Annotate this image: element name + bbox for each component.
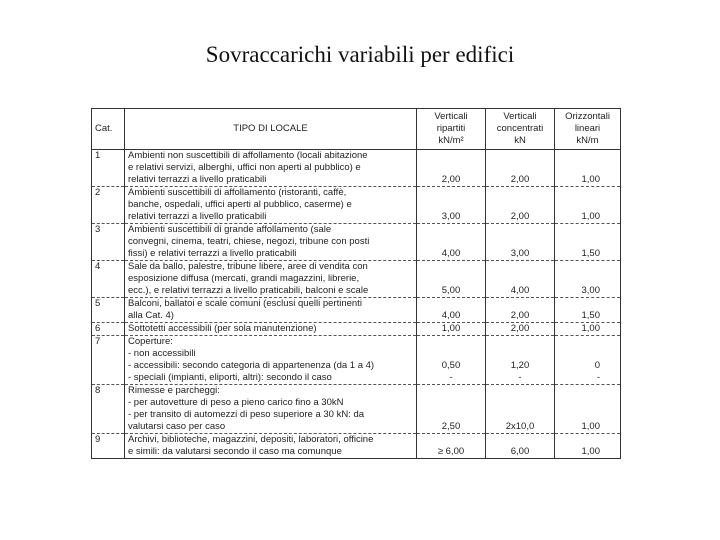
value-horizontal-linear: 1,00	[555, 187, 621, 224]
value-vertical-concentrated: 2,00	[486, 150, 555, 187]
value-vertical-concentrated: 2x10,0	[486, 385, 555, 434]
page-title: Sovraccarichi variabili per edifici	[205, 42, 515, 67]
row-description: Ambienti non suscettibili di affollamento (locali abitazione e relativi servizi, alberghi, uffici non aperti al pubblico) e relativi terrazzi a livello praticabili	[125, 150, 417, 187]
value-vertical-concentrated: 3,00	[486, 224, 555, 261]
value-vertical-distributed: 5,00	[417, 261, 486, 298]
header-type: TIPO DI LOCALE	[125, 109, 417, 150]
table-row	[92, 336, 621, 385]
row-description: Rimesse e parcheggi: - per autovetture di peso a pieno carico fino a 30kN - per transito di automezzi di peso superiore a 30 kN: da valutarsi caso per caso	[125, 385, 417, 434]
table-row	[92, 385, 621, 434]
header-horizontal-linear: Orizzontali lineari kN/m	[555, 109, 621, 150]
value-vertical-concentrated: 4,00	[486, 261, 555, 298]
loads-table	[91, 108, 621, 459]
row-category: 2	[92, 187, 125, 224]
value-horizontal-linear: 1,50	[555, 298, 621, 323]
row-category: 7	[92, 336, 125, 385]
value-vertical-distributed: 3,00	[417, 187, 486, 224]
row-category: 9	[92, 434, 125, 459]
row-category: 8	[92, 385, 125, 434]
value-horizontal-linear: 0 -	[555, 336, 621, 385]
value-vertical-distributed: 1,00	[417, 323, 486, 336]
row-category: 4	[92, 261, 125, 298]
header-cat: Cat.	[92, 109, 125, 150]
table-row	[92, 261, 621, 298]
table-header-row	[92, 109, 621, 150]
value-vertical-distributed: 4,00	[417, 224, 486, 261]
row-category: 6	[92, 323, 125, 336]
row-description: Sottotetti accessibili (per sola manutenzione)	[125, 323, 417, 336]
value-vertical-concentrated: 2,00	[486, 323, 555, 336]
value-vertical-distributed: 0,50 -	[417, 336, 486, 385]
row-category: 5	[92, 298, 125, 323]
header-vertical-distributed: Verticali ripartiti kN/m²	[417, 109, 486, 150]
table-row	[92, 298, 621, 323]
value-vertical-concentrated: 1,20 -	[486, 336, 555, 385]
row-category: 3	[92, 224, 125, 261]
value-horizontal-linear: 1,50	[555, 224, 621, 261]
table-row	[92, 323, 621, 336]
value-horizontal-linear: 1,00	[555, 150, 621, 187]
row-description: Archivi, biblioteche, magazzini, depositi, laboratori, officine e simili: da valutarsi secondo il caso ma comunque	[125, 434, 417, 459]
value-vertical-concentrated: 6,00	[486, 434, 555, 459]
table-row	[92, 224, 621, 261]
row-description: Ambienti suscettibili di affollamento (ristoranti, caffè, banche, ospedali, uffici aperti al pubblico, caserme) e relativi terrazzi a livello praticabili	[125, 187, 417, 224]
value-horizontal-linear: 1,00	[555, 434, 621, 459]
value-horizontal-linear: 3,00	[555, 261, 621, 298]
value-vertical-concentrated: 2,00	[486, 298, 555, 323]
row-category: 1	[92, 150, 125, 187]
row-description: Coperture: - non accessibili - accessibili: secondo categoria di appartenenza (da 1 a 4) - speciali (impianti, eliporti, altri): secondo il caso	[125, 336, 417, 385]
value-horizontal-linear: 1,00	[555, 323, 621, 336]
value-vertical-distributed: 2,00	[417, 150, 486, 187]
row-description: Balconi, ballatoi e scale comuni (esclusi quelli pertinenti alla Cat. 4)	[125, 298, 417, 323]
value-horizontal-linear: 1,00	[555, 385, 621, 434]
table-row	[92, 434, 621, 459]
value-vertical-distributed: 2,50	[417, 385, 486, 434]
value-vertical-distributed: 4,00	[417, 298, 486, 323]
row-description: Sale da ballo, palestre, tribune libere, aree di vendita con esposizione diffusa (mercati, grandi magazzini, librerie, ecc.), e relativi terrazzi a livello praticabili, balconi e scale	[125, 261, 417, 298]
table-row	[92, 150, 621, 187]
value-vertical-concentrated: 2,00	[486, 187, 555, 224]
value-vertical-distributed: ≥ 6,00	[417, 434, 486, 459]
row-description: Ambienti suscettibili di grande affollamento (sale convegni, cinema, teatri, chiese, negozi, tribune con posti fissi) e relativi terrazzi a livello praticabili	[125, 224, 417, 261]
header-vertical-concentrated: Verticali concentrati kN	[486, 109, 555, 150]
table-row	[92, 187, 621, 224]
